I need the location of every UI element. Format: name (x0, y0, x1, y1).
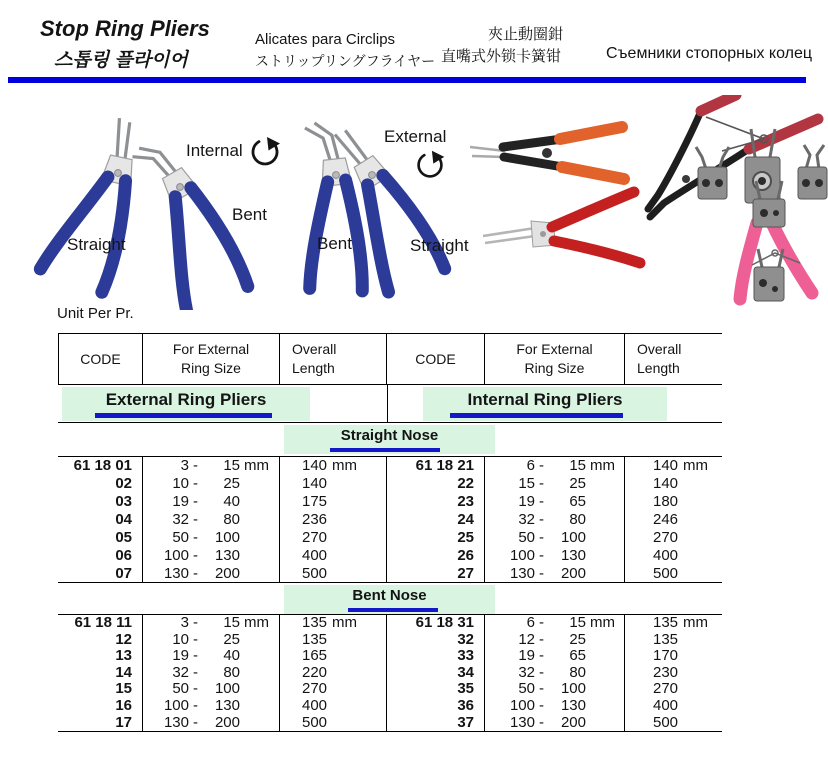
length-cell (280, 648, 386, 665)
ring-min: 10 (172, 475, 189, 492)
page-title-chinese-trad: 夾止動圈鉗 (488, 26, 564, 43)
ring-dash: - (193, 565, 198, 582)
length-column (625, 457, 722, 582)
ring-size-column (485, 615, 625, 731)
ring-min: 19 (518, 493, 535, 510)
length-cell (625, 698, 722, 715)
product-table (58, 333, 722, 732)
ring-size-cell (497, 665, 624, 682)
ring-max: 80 (569, 663, 586, 681)
ring-dash: - (539, 565, 544, 582)
ring-max: 80 (223, 663, 240, 681)
ring-min: 32 (172, 511, 189, 528)
code-cell: 22 (457, 475, 474, 492)
ring-unit (240, 493, 274, 511)
ring-min: 100 (509, 696, 535, 714)
ring-max: 130 (214, 696, 240, 714)
ring-dash: - (193, 511, 198, 528)
ring-unit (586, 493, 620, 511)
length-cell (625, 648, 722, 665)
ring-dash: - (193, 630, 198, 648)
code-cell: 33 (457, 647, 474, 665)
length-cell (625, 547, 722, 565)
ring-size-cell (151, 475, 279, 493)
header-overall-length-right: Overall Length (637, 341, 682, 376)
length-cell (280, 475, 386, 493)
ring-max: 200 (214, 713, 240, 731)
code-cell: 61 18 11 (74, 615, 132, 631)
ring-unit (240, 475, 274, 493)
label-internal: Internal (186, 141, 243, 160)
ring-unit (240, 632, 274, 649)
header-code-left: CODE (58, 334, 143, 384)
code-cell: 27 (457, 565, 474, 582)
code-cell: 15 (115, 680, 132, 698)
banner-row-bent (58, 583, 722, 615)
length-value: 135 (302, 615, 328, 631)
code-cell: 25 (457, 529, 474, 546)
ring-size-cell (497, 475, 624, 493)
ring-unit (240, 529, 274, 547)
ring-unit (586, 715, 620, 732)
header-ring-size-right: For External Ring Size (485, 334, 625, 384)
table-center-divider (387, 385, 388, 422)
length-value: 236 (302, 511, 328, 528)
ring-min: 50 (172, 529, 189, 546)
length-value: 135 (653, 615, 679, 631)
internal-bent-group (387, 615, 722, 731)
page-title: Stop Ring Pliers (40, 16, 210, 41)
code-cell: 23 (457, 493, 474, 510)
ring-size-cell (497, 698, 624, 715)
length-value: 500 (302, 565, 328, 582)
length-cell (280, 529, 386, 547)
ring-dash: - (193, 647, 198, 665)
ring-dash: - (193, 457, 198, 474)
length-value: 230 (653, 663, 679, 681)
ring-min: 50 (172, 680, 189, 698)
length-value: 140 (302, 475, 328, 492)
ring-unit (586, 475, 620, 493)
length-cell (625, 681, 722, 698)
ring-max: 130 (560, 696, 586, 714)
length-value: 270 (653, 529, 679, 546)
ring-unit (586, 547, 620, 565)
length-value: 140 (653, 475, 679, 492)
length-value: 400 (302, 547, 328, 564)
ring-max: 200 (214, 565, 240, 582)
ring-max: 80 (223, 511, 240, 528)
length-cell (280, 493, 386, 511)
page-title-korean: 스톱링 플라이어 (54, 50, 188, 71)
section-underline (95, 413, 272, 418)
ring-unit (586, 529, 620, 547)
ring-unit: mm (590, 457, 615, 474)
dark-bent-pliers-image (648, 95, 818, 217)
ring-max: 100 (214, 529, 240, 546)
length-cell (625, 615, 722, 632)
ring-max: 15 (569, 457, 586, 474)
ring-dash: - (193, 696, 198, 714)
ring-dash: - (539, 493, 544, 510)
ring-dash: - (539, 511, 544, 528)
length-column (280, 457, 387, 582)
length-cell (625, 565, 722, 583)
code-cell: 16 (115, 696, 132, 714)
orange-pliers-image (470, 127, 624, 179)
length-value: 500 (653, 565, 679, 582)
ring-size-cell (151, 715, 279, 732)
ring-size-cell (151, 681, 279, 698)
ring-max: 25 (223, 475, 240, 492)
length-unit: mm (332, 457, 358, 474)
ring-max: 40 (223, 647, 240, 665)
ring-max: 15 (569, 615, 586, 631)
ring-max: 25 (223, 630, 240, 648)
length-column (625, 615, 722, 731)
ring-max: 200 (560, 713, 586, 731)
ring-unit (586, 698, 620, 715)
section-row (58, 385, 722, 423)
ring-min: 32 (518, 511, 535, 528)
length-column (280, 615, 387, 731)
code-cell: 06 (115, 547, 132, 564)
ring-unit: mm (244, 457, 269, 474)
ring-size-column (485, 457, 625, 582)
page-title-chinese-simp: 直嘴式外锁卡簧钳 (441, 48, 562, 65)
table-header-row (58, 333, 722, 385)
page-title-russian: Съемники стопорных колец (606, 45, 813, 62)
ring-dash: - (539, 663, 544, 681)
ring-size-cell (151, 632, 279, 649)
internal-straight-pliers-image (38, 109, 144, 294)
length-cell (280, 681, 386, 698)
ring-min: 50 (518, 680, 535, 698)
ring-size-column (143, 615, 280, 731)
code-cell: 02 (115, 475, 132, 492)
ring-min: 130 (163, 565, 189, 582)
ring-max: 100 (560, 529, 586, 546)
length-value: 165 (302, 647, 328, 665)
ring-min: 100 (509, 547, 535, 564)
ring-dash: - (539, 647, 544, 665)
ring-unit (240, 547, 274, 565)
ring-unit (586, 665, 620, 682)
ring-size-cell (497, 547, 624, 565)
length-value: 400 (302, 696, 328, 714)
ring-max: 65 (569, 493, 586, 510)
rotate-cw-icon (253, 137, 280, 164)
length-cell (625, 457, 722, 475)
ring-max: 100 (214, 680, 240, 698)
length-unit: mm (683, 457, 709, 474)
ring-size-cell (151, 547, 279, 565)
ring-max: 100 (560, 680, 586, 698)
code-column (387, 615, 485, 731)
code-cell: 14 (115, 663, 132, 681)
code-cell: 03 (115, 493, 132, 510)
internal-straight-group (387, 457, 722, 582)
spare-head-right-image (798, 145, 827, 199)
code-column (58, 457, 143, 582)
ring-size-cell (497, 681, 624, 698)
code-cell: 17 (115, 713, 132, 731)
ring-max: 25 (569, 630, 586, 648)
banner-bent-nose: Bent Nose (284, 585, 495, 614)
section-external-ring-pliers: External Ring Pliers (62, 387, 310, 421)
code-cell: 07 (115, 565, 132, 582)
ring-max: 130 (214, 547, 240, 564)
ring-size-cell (497, 615, 624, 632)
ring-size-cell (151, 665, 279, 682)
ring-min: 6 (526, 615, 535, 631)
ring-dash: - (193, 680, 198, 698)
length-value: 400 (653, 547, 679, 564)
length-value: 246 (653, 511, 679, 528)
ring-min: 130 (509, 565, 535, 582)
code-cell: 36 (457, 696, 474, 714)
ring-max: 15 (223, 615, 240, 631)
code-cell: 34 (457, 663, 474, 681)
red-pliers-image (483, 192, 640, 263)
length-cell (280, 457, 386, 475)
code-cell: 32 (457, 630, 474, 648)
bent-nose-data (58, 615, 722, 732)
length-value: 270 (302, 529, 328, 546)
ring-min: 130 (163, 713, 189, 731)
length-value: 135 (302, 630, 328, 648)
external-bent-group (58, 615, 387, 731)
rotate-cw-icon (419, 151, 445, 177)
straight-nose-data (58, 457, 722, 583)
ring-size-cell (497, 493, 624, 511)
ring-dash: - (193, 663, 198, 681)
ring-dash: - (539, 696, 544, 714)
ring-size-cell (151, 615, 279, 632)
ring-dash: - (193, 713, 198, 731)
ring-max: 200 (560, 565, 586, 582)
length-value: 500 (653, 713, 679, 731)
ring-dash: - (539, 475, 544, 492)
ring-min: 32 (518, 663, 535, 681)
external-bent-pliers-image (293, 120, 365, 297)
label-bent: Bent (232, 205, 267, 224)
length-cell (625, 529, 722, 547)
ring-dash: - (193, 615, 198, 631)
ring-unit (240, 665, 274, 682)
ring-min: 19 (172, 493, 189, 510)
length-value: 270 (302, 680, 328, 698)
ring-unit: mm (244, 615, 269, 631)
ring-min: 32 (172, 663, 189, 681)
length-value: 170 (653, 647, 679, 665)
label-external: External (384, 127, 447, 146)
section-internal-ring-pliers: Internal Ring Pliers (423, 387, 667, 421)
ring-unit (586, 511, 620, 529)
ring-min: 19 (172, 647, 189, 665)
header-overall-length-left: Overall Length (280, 334, 387, 384)
ring-unit (586, 681, 620, 698)
length-value: 400 (653, 696, 679, 714)
ring-size-cell (151, 565, 279, 583)
header-code-right: CODE (387, 334, 485, 384)
length-value: 270 (653, 680, 679, 698)
ring-min: 19 (518, 647, 535, 665)
banner-underline (330, 448, 440, 452)
length-value: 135 (653, 630, 679, 648)
ring-dash: - (193, 475, 198, 492)
ring-max: 130 (560, 547, 586, 564)
ring-size-cell (151, 529, 279, 547)
external-straight-group (58, 457, 387, 582)
ring-dash: - (193, 493, 198, 510)
length-cell (280, 665, 386, 682)
length-cell (625, 493, 722, 511)
length-value: 140 (302, 457, 328, 474)
ring-unit (240, 698, 274, 715)
length-unit: mm (683, 615, 709, 631)
ring-unit (586, 632, 620, 649)
ring-dash: - (539, 457, 544, 474)
length-value: 180 (653, 493, 679, 510)
ring-max: 40 (223, 493, 240, 510)
ring-size-cell (497, 529, 624, 547)
banner-row-straight (58, 423, 722, 457)
banner-straight-nose: Straight Nose (284, 425, 495, 454)
code-cell: 26 (457, 547, 474, 564)
ring-size-cell (497, 648, 624, 665)
unit-per-pair-label: Unit Per Pr. (57, 305, 134, 322)
ring-size-cell (151, 457, 279, 475)
spare-head-left-image (696, 147, 729, 199)
ring-min: 15 (518, 475, 535, 492)
header-divider (8, 77, 806, 83)
code-cell: 05 (115, 529, 132, 546)
code-column (58, 615, 143, 731)
ring-dash: - (539, 615, 544, 631)
page-title-japanese: ストリップリングフライヤー (255, 53, 436, 69)
ring-dash: - (539, 680, 544, 698)
ring-unit (240, 511, 274, 529)
ring-min: 12 (518, 630, 535, 648)
label-straight: Straight (67, 235, 126, 254)
ring-size-cell (151, 511, 279, 529)
ring-min: 100 (163, 696, 189, 714)
code-cell: 61 18 21 (415, 457, 474, 474)
ring-min: 50 (518, 529, 535, 546)
ring-size-column (143, 457, 280, 582)
code-cell: 61 18 31 (415, 615, 474, 631)
ring-dash: - (539, 630, 544, 648)
code-cell: 24 (457, 511, 474, 528)
label-straight: Straight (410, 236, 469, 255)
ring-max: 65 (569, 647, 586, 665)
ring-unit (240, 565, 274, 583)
ring-dash: - (539, 713, 544, 731)
ring-size-cell (497, 632, 624, 649)
ring-max: 25 (569, 475, 586, 492)
page-title-spanish: Alicates para Circlips (255, 31, 396, 48)
ring-size-cell (151, 698, 279, 715)
ring-size-cell (151, 493, 279, 511)
ring-unit: mm (590, 615, 615, 631)
header-ring-size-left: For External Ring Size (143, 334, 280, 384)
length-cell (280, 615, 386, 632)
code-cell: 37 (457, 713, 474, 731)
ring-dash: - (193, 547, 198, 564)
length-cell (280, 511, 386, 529)
code-cell: 04 (115, 511, 132, 528)
ring-max: 15 (223, 457, 240, 474)
section-underline (450, 413, 623, 418)
code-cell: 61 18 01 (73, 457, 132, 474)
ring-min: 10 (172, 630, 189, 648)
ring-size-cell (497, 457, 624, 475)
length-cell (280, 565, 386, 583)
length-value: 500 (302, 713, 328, 731)
ring-min: 130 (509, 713, 535, 731)
length-cell (625, 475, 722, 493)
ring-size-cell (497, 715, 624, 732)
code-cell: 13 (115, 647, 132, 665)
ring-unit (240, 681, 274, 698)
length-value: 140 (653, 457, 679, 474)
length-cell (280, 547, 386, 565)
code-cell: 35 (457, 680, 474, 698)
ring-unit (586, 565, 620, 583)
length-value: 220 (302, 663, 328, 681)
ring-dash: - (539, 529, 544, 546)
length-cell (625, 632, 722, 649)
length-unit: mm (332, 615, 358, 631)
ring-size-cell (151, 648, 279, 665)
ring-min: 6 (526, 457, 535, 474)
length-cell (280, 715, 386, 732)
length-cell (280, 698, 386, 715)
ring-min: 100 (163, 547, 189, 564)
ring-min: 3 (180, 457, 189, 474)
banner-underline (348, 608, 438, 612)
ring-unit (240, 648, 274, 665)
ring-max: 80 (569, 511, 586, 528)
ring-size-cell (497, 565, 624, 583)
ring-unit (586, 648, 620, 665)
code-cell: 12 (115, 630, 132, 648)
length-cell (625, 665, 722, 682)
length-cell (625, 511, 722, 529)
length-cell (625, 715, 722, 732)
length-cell (280, 632, 386, 649)
ring-dash: - (539, 547, 544, 564)
length-value: 175 (302, 493, 328, 510)
label-bent: Bent (317, 234, 352, 253)
ring-dash: - (193, 529, 198, 546)
code-column (387, 457, 485, 582)
ring-size-cell (497, 511, 624, 529)
ring-unit (240, 715, 274, 732)
ring-min: 3 (180, 615, 189, 631)
